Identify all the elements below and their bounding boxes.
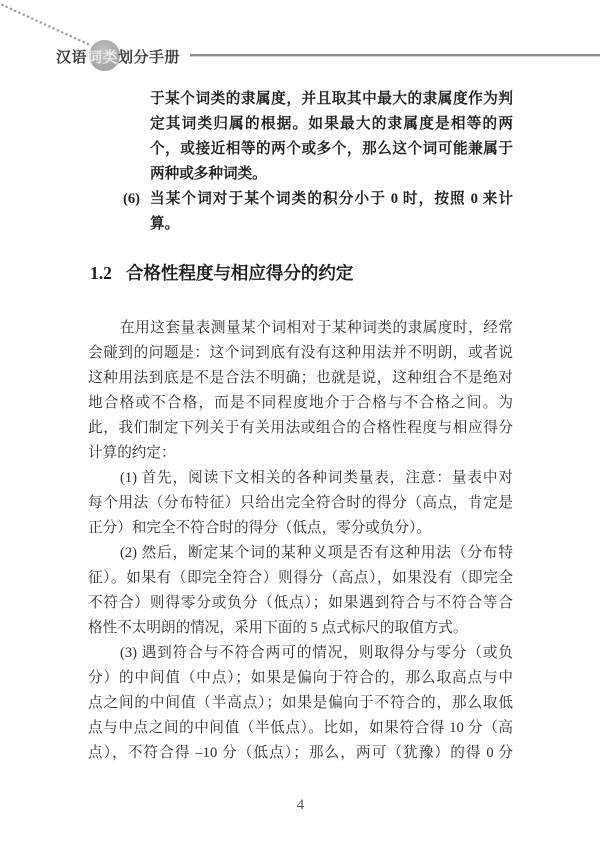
text-line [150, 137, 513, 162]
text-line [88, 516, 513, 541]
section-heading [90, 260, 513, 286]
line-text: 定其词类归属的根据。如果最大的隶属度是相等的两 [150, 116, 513, 132]
line-text: (2) 然后，断定某个词的某种义项是否有这种用法（分布特 [120, 545, 513, 561]
text-line [88, 466, 513, 491]
text-line [88, 366, 513, 391]
page-number: 4 [296, 797, 305, 813]
section-title: 合格性程度与相应得分的约定 [125, 263, 354, 283]
text-line [88, 691, 513, 716]
text-line [88, 416, 513, 441]
line-text: 点之间的中间值（半高点）；如果是偏向于不符合的，那么取低 [88, 695, 513, 711]
text-line [123, 187, 513, 212]
line-text: 每个用法（分布特征）只给出完全符合时的得分（高点，肯定是 [88, 495, 513, 511]
text-line [88, 441, 513, 466]
line-text: 两种或多种词类。 [150, 166, 267, 182]
bold-list-block [123, 87, 513, 237]
page-content [88, 0, 513, 814]
line-text: 点），不符合得 –10 分（低点）；那么，两可（犹豫）的得 0 分 [88, 745, 513, 761]
item-marker: (6) [123, 191, 141, 207]
line-text: 计算的约定： [88, 445, 176, 461]
line-text: 此，我们制定下列关于有关用法或组合的合格性程度与相应得分 [88, 420, 513, 436]
line-text: 于某个词类的隶属度，并且取其中最大的隶属度作为判 [150, 91, 513, 107]
text-line [88, 391, 513, 416]
body-text-block [88, 316, 513, 766]
text-line [88, 591, 513, 616]
text-line [150, 87, 513, 112]
line-text: 格性不太明朗的情况，采用下面的 5 点式标尺的取值方式。 [88, 620, 468, 636]
line-text: 算。 [150, 216, 180, 232]
book-title-highlight: 词类 [87, 50, 119, 66]
text-line [88, 341, 513, 366]
line-text: 正分）和完全不符合时的得分（低点，零分或负分）。 [88, 520, 431, 536]
book-title-suffix: 划分手册 [118, 50, 181, 66]
text-line [88, 741, 513, 766]
text-line [150, 112, 513, 137]
line-text: (1) 首先，阅读下文相关的各种词类量表，注意：量表中对 [120, 470, 513, 486]
text-line [150, 212, 513, 237]
text-line [88, 716, 513, 741]
text-line [88, 541, 513, 566]
line-text: 点与中点之间的中间值（半低点）。比如，如果符合得 10 分（高 [88, 720, 513, 736]
text-line [150, 162, 513, 187]
line-text: 个，或接近相等的两个或多个，那么这个词可能兼属于 [150, 141, 513, 157]
book-title-prefix: 汉语 [56, 50, 88, 66]
text-line [88, 666, 513, 691]
book-title [56, 46, 180, 67]
text-line [88, 616, 513, 641]
line-text: 在用这套量表测量某个词相对于某种词类的隶属度时，经常 [120, 320, 513, 336]
text-line [88, 491, 513, 516]
text-line [88, 641, 513, 666]
line-text: 这种用法到底是不是合法不明确；也就是说，这种组合不是绝对 [88, 370, 513, 386]
line-text: 会碰到的问题是：这个词到底有没有这种用法并不明朗，或者说 [88, 345, 513, 361]
line-text: 当某个词对于某个词类的积分小于 0 时，按照 0 来计 [150, 191, 513, 207]
text-line [88, 316, 513, 341]
line-text: 分）的中间值（中点）；如果是偏向于符合的，那么取高点与中 [88, 670, 513, 686]
line-text: 地合格或不合格，而是不同程度地介于合格与不合格之间。为 [88, 395, 513, 411]
text-line [88, 566, 513, 591]
section-number: 1.2 [90, 263, 112, 283]
line-text: 不符合）则得零分或负分（低点）；如果遇到符合与不符合等合 [88, 595, 513, 611]
line-text: (3) 遇到符合与不符合两可的情况，则取得分与零分（或负 [120, 645, 513, 661]
line-text: 征）。如果有（即完全符合）则得分（高点），如果没有（即完全 [88, 570, 513, 586]
